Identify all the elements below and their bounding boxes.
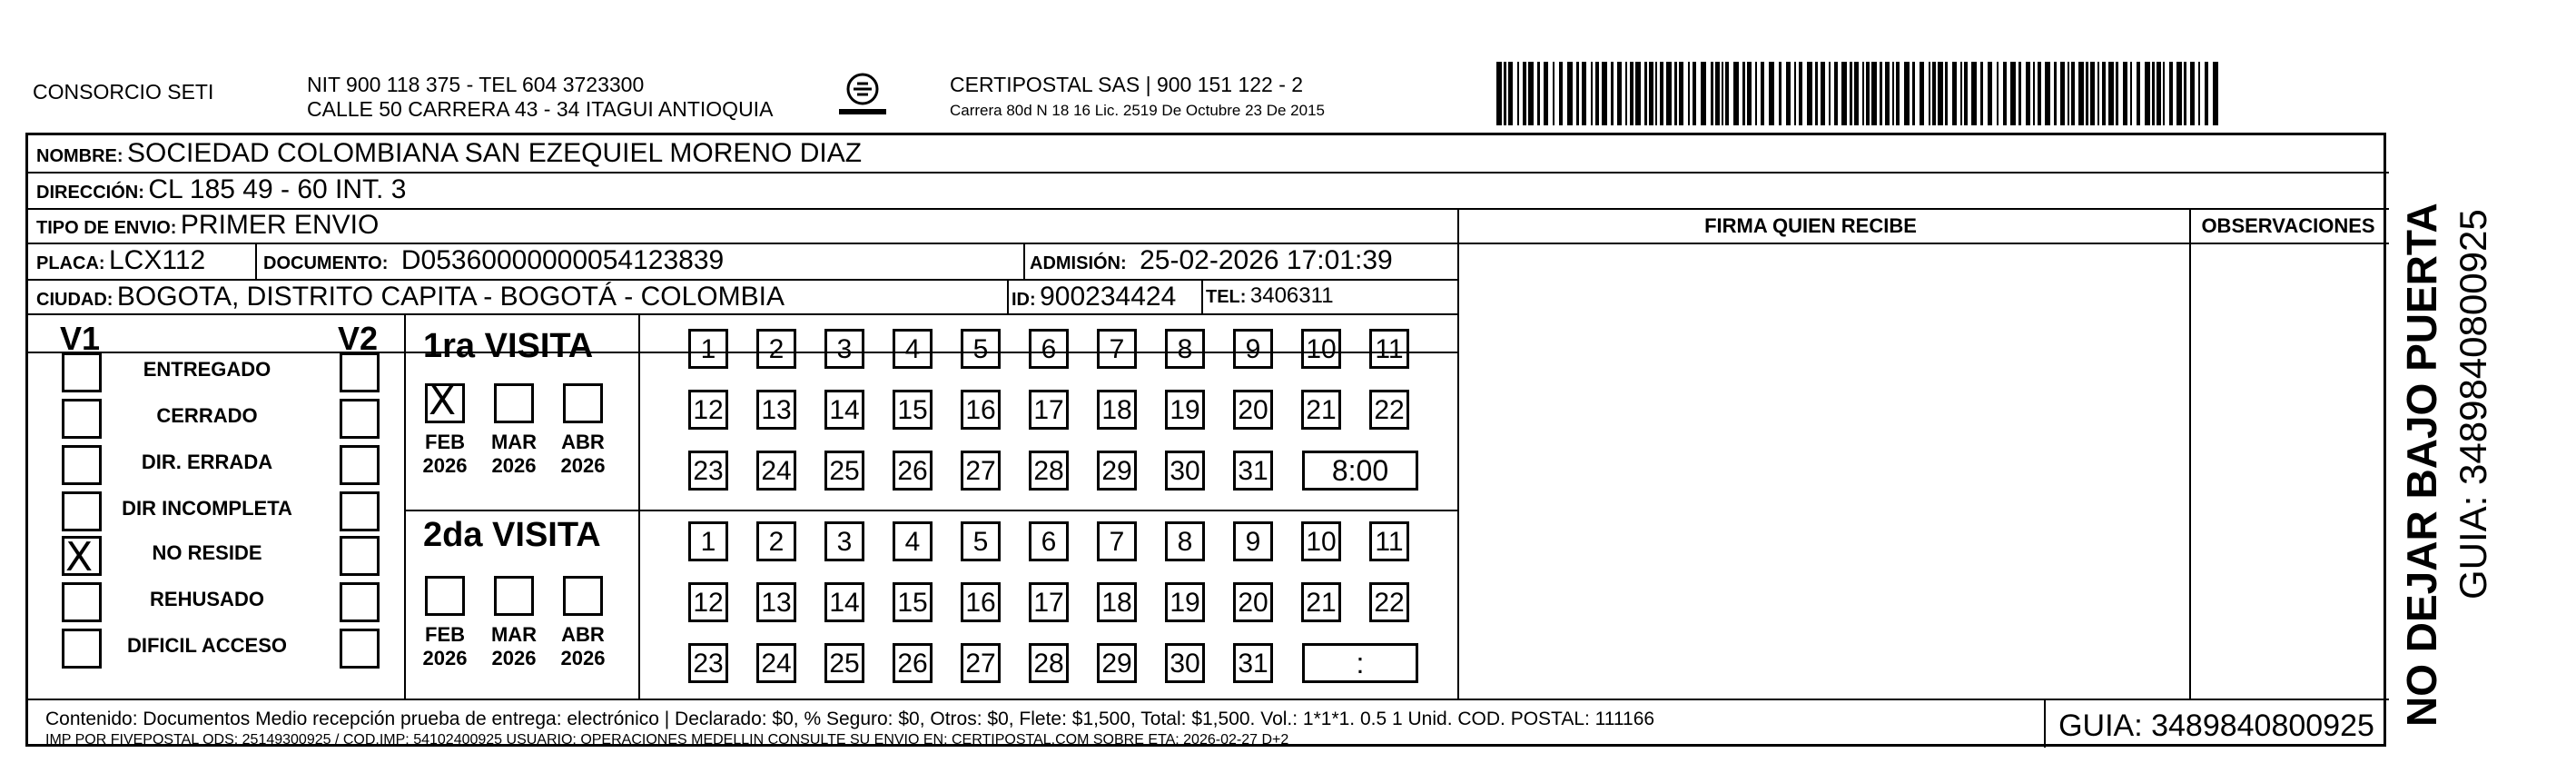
v1-checkbox[interactable] — [62, 352, 102, 392]
visita2-month-label — [418, 623, 472, 670]
address-line: CALLE 50 CARRERA 43 - 34 ITAGUI ANTIOQUIA — [307, 97, 774, 121]
id-field — [1012, 282, 1176, 312]
visita1-day-8[interactable]: 8 — [1165, 329, 1205, 369]
visita2-day-30[interactable]: 30 — [1165, 643, 1205, 683]
barcode-bar — [2176, 62, 2182, 125]
barcode-bar — [2038, 62, 2041, 125]
barcode-bar — [2157, 62, 2161, 125]
barcode-bar — [1496, 62, 1502, 125]
v2-checkbox[interactable] — [340, 582, 380, 622]
barcode-bar — [2205, 62, 2208, 125]
direccion-row — [36, 174, 406, 205]
visita1-day-24[interactable]: 24 — [756, 451, 796, 491]
visita1-month-mark: X — [429, 378, 457, 424]
barcode-bar — [1866, 62, 1870, 125]
barcode-bar — [1807, 62, 1812, 125]
visita1-time[interactable]: 8:00 — [1302, 451, 1418, 491]
status-option-label: DIR INCOMPLETA — [122, 497, 292, 520]
barcode-bar — [1595, 62, 1599, 125]
visita1-month-label — [418, 431, 472, 478]
barcode-bar — [2086, 62, 2088, 125]
barcode-bar — [1544, 62, 1548, 125]
direccion-value: CL 185 49 - 60 INT. 3 — [148, 174, 407, 204]
tipo-row — [36, 210, 379, 241]
barcode-bar — [2003, 62, 2007, 125]
visita2-day-22[interactable]: 22 — [1369, 582, 1409, 622]
barcode-bar — [1635, 62, 1641, 125]
visita2-day-21[interactable]: 21 — [1301, 582, 1341, 622]
barcode-bar — [1885, 62, 1890, 125]
visita2-day-7[interactable]: 7 — [1097, 521, 1137, 561]
visita1-day-14[interactable]: 14 — [824, 390, 864, 430]
barcode-bar — [2078, 62, 2084, 125]
visita1-day-6[interactable]: 6 — [1029, 329, 1069, 369]
admision-label: ADMISIÓN: — [1030, 253, 1127, 273]
barcode-bar — [1841, 62, 1847, 125]
admision-field — [1030, 245, 1393, 276]
nombre-value: SOCIEDAD COLOMBIANA SAN EZEQUIEL MORENO DIAZ — [127, 138, 863, 168]
tipo-value: PRIMER ENVIO — [180, 210, 380, 240]
barcode-bar — [1952, 62, 1957, 125]
barcode-bar — [2123, 62, 2127, 125]
visita2-day-17[interactable]: 17 — [1029, 582, 1069, 622]
barcode-bar — [1567, 62, 1573, 125]
v2-checkbox[interactable] — [340, 491, 380, 531]
barcode-bar — [2033, 62, 2035, 125]
barcode-bar — [2169, 62, 2173, 125]
visita2-day-27[interactable]: 27 — [961, 643, 1001, 683]
barcode-bar — [2213, 62, 2218, 125]
documento-field — [263, 245, 724, 276]
license-line: Carrera 80d N 18 16 Lic. 2519 De Octubre 23 De 2015 — [950, 102, 1325, 119]
ciudad-label: CIUDAD: — [36, 290, 114, 310]
barcode-bar — [1617, 62, 1622, 125]
barcode-bar — [1747, 62, 1752, 125]
status-option-label: CERRADO — [156, 404, 258, 427]
visita2-day-4[interactable]: 4 — [893, 521, 933, 561]
barcode-bar — [1929, 62, 1930, 125]
barcode-bar — [1517, 62, 1519, 125]
barcode-bar — [2137, 62, 2140, 125]
barcode-bar — [2130, 62, 2132, 125]
id-value: 900234424 — [1040, 282, 1177, 312]
barcode-bar — [1528, 62, 1534, 125]
visita1-month-year: 2026 — [422, 454, 468, 477]
visita1-title: 1ra VISITA — [423, 327, 594, 365]
status-option-label: REHUSADO — [150, 588, 264, 610]
barcode-bar — [1611, 62, 1614, 125]
guia-number: GUIA: 3489840800925 — [2058, 709, 2374, 743]
barcode-bar — [1591, 62, 1593, 125]
barcode-bar — [2097, 62, 2099, 125]
admision-value: 25-02-2026 17:01:39 — [1140, 245, 1393, 275]
barcode-bar — [1938, 62, 1943, 125]
v1-checkbox[interactable] — [62, 445, 102, 485]
status-option-label: NO RESIDE — [152, 541, 262, 564]
certipostal-line: CERTIPOSTAL SAS | 900 151 122 - 2 — [950, 73, 1304, 96]
visita2-day-29[interactable]: 29 — [1097, 643, 1137, 683]
visita1-day-7[interactable]: 7 — [1097, 329, 1137, 369]
barcode-bar — [1821, 62, 1825, 125]
barcode-bar — [1964, 62, 1968, 125]
visita2-month-name: MAR — [490, 623, 538, 646]
visita1-day-30[interactable]: 30 — [1165, 451, 1205, 491]
tipo-label: TIPO DE ENVIO: — [36, 218, 177, 238]
id-label: ID: — [1012, 290, 1036, 310]
barcode-bar — [2010, 62, 2016, 125]
imp-line: IMP POR FIVEPOSTAL ODS: 25149300925 / COD.IMP: 54102400925 USUARIO: OPERACIONES MEDELLIN CONSULTE SU ENVIO EN: CERTIPOSTAL.COM SOBRE ETA: 2026-02-27 D+2 — [45, 732, 1289, 748]
visita2-day-25[interactable]: 25 — [824, 643, 864, 683]
barcode-bar — [1644, 62, 1647, 125]
visita1-day-12[interactable]: 12 — [688, 390, 728, 430]
nit-line: NIT 900 118 375 - TEL 604 3723300 — [307, 73, 645, 96]
visita2-day-9[interactable]: 9 — [1233, 521, 1273, 561]
barcode-bar — [2071, 62, 2075, 125]
barcode-bar — [1674, 62, 1677, 125]
visita1-day-5[interactable]: 5 — [961, 329, 1001, 369]
barcode-bar — [1786, 62, 1791, 125]
visita2-title: 2da VISITA — [423, 516, 601, 554]
v2-header: V2 — [338, 320, 379, 357]
barcode-bar — [1932, 62, 1936, 125]
tel-field — [1206, 283, 1334, 309]
barcode-bar — [1871, 62, 1877, 125]
barcode-bar — [2045, 62, 2050, 125]
visita1-month-checkbox[interactable] — [494, 383, 534, 423]
v1-header: V1 — [60, 320, 101, 357]
barcode-bar — [2054, 62, 2057, 125]
visita2-time[interactable]: : — [1302, 643, 1418, 683]
visita1-day-15[interactable]: 15 — [893, 390, 933, 430]
no-dejar-bajo-puerta: NO DEJAR BAJO PUERTA — [2398, 203, 2445, 727]
visita2-day-19[interactable]: 19 — [1165, 582, 1205, 622]
tel-value: 3406311 — [1249, 283, 1334, 308]
tel-label: TEL: — [1206, 287, 1247, 307]
barcode-bar — [1761, 62, 1764, 125]
placa-field — [36, 245, 205, 276]
visita2-month-label — [556, 623, 610, 670]
visita1-day-10[interactable]: 10 — [1301, 329, 1341, 369]
barcode-bar — [2116, 62, 2118, 125]
barcode-bar — [1850, 62, 1852, 125]
visita1-month-year: 2026 — [491, 454, 537, 477]
visita1-month-label — [487, 431, 541, 478]
v2-checkbox[interactable] — [340, 445, 380, 485]
barcode-bar — [1892, 62, 1894, 125]
visita1-day-18[interactable]: 18 — [1097, 390, 1137, 430]
barcode-bar — [1945, 62, 1948, 125]
visita2-day-8[interactable]: 8 — [1165, 521, 1205, 561]
visita2-day-14[interactable]: 14 — [824, 582, 864, 622]
barcode-bar — [1508, 62, 1513, 125]
visita1-day-3[interactable]: 3 — [824, 329, 864, 369]
barcode-bar — [1693, 62, 1696, 125]
status-option-label: DIR. ERRADA — [141, 451, 273, 473]
barcode-bar — [1655, 62, 1657, 125]
barcode-bar — [1880, 62, 1882, 125]
visita2-day-18[interactable]: 18 — [1097, 582, 1137, 622]
visita2-day-12[interactable]: 12 — [688, 582, 728, 622]
barcode-bar — [1679, 62, 1683, 125]
company-name: CONSORCIO SETI — [33, 80, 214, 104]
visita1-month-label — [556, 431, 610, 478]
v1-checkbox[interactable] — [62, 399, 102, 439]
barcode-bar — [2102, 62, 2106, 125]
barcode — [1496, 62, 2223, 125]
visita2-day-23[interactable]: 23 — [688, 643, 728, 683]
visita2-day-31[interactable]: 31 — [1233, 643, 1273, 683]
documento-label: DOCUMENTO: — [263, 253, 389, 273]
visita2-day-10[interactable]: 10 — [1301, 521, 1341, 561]
barcode-bar — [1960, 62, 1962, 125]
visita1-day-22[interactable]: 22 — [1369, 390, 1409, 430]
visita2-day-13[interactable]: 13 — [756, 582, 796, 622]
visita2-day-16[interactable]: 16 — [961, 582, 1001, 622]
visita1-day-16[interactable]: 16 — [961, 390, 1001, 430]
v1-checkbox[interactable] — [62, 491, 102, 531]
placa-label: PLACA: — [36, 253, 105, 273]
visita1-day-19[interactable]: 19 — [1165, 390, 1205, 430]
barcode-bar — [2026, 62, 2030, 125]
nombre-row — [36, 138, 862, 169]
visita2-day-5[interactable]: 5 — [961, 521, 1001, 561]
barcode-bar — [1688, 62, 1690, 125]
barcode-bar — [1980, 62, 1983, 125]
status-option-label: DIFICIL ACCESO — [126, 634, 287, 657]
visita2-day-11[interactable]: 11 — [1369, 521, 1409, 561]
barcode-bar — [1988, 62, 1992, 125]
barcode-bar — [2090, 62, 2095, 125]
nombre-label: NOMBRE: — [36, 146, 123, 166]
barcode-bar — [2068, 62, 2069, 125]
barcode-bar — [1920, 62, 1924, 125]
barcode-bar — [1625, 62, 1627, 125]
ciudad-value: BOGOTA, DISTRITO CAPITA - BOGOTÁ - COLOMBIA — [116, 282, 785, 312]
direccion-label: DIRECCIÓN: — [36, 183, 144, 203]
visita1-day-2[interactable]: 2 — [756, 329, 796, 369]
visita1-day-17[interactable]: 17 — [1029, 390, 1069, 430]
placa-value: LCX112 — [109, 245, 206, 275]
barcode-bar — [1660, 62, 1663, 125]
certipostal-logo — [835, 71, 890, 120]
visita1-day-13[interactable]: 13 — [756, 390, 796, 430]
v2-checkbox[interactable] — [340, 629, 380, 669]
barcode-bar — [1997, 62, 1999, 125]
barcode-bar — [2108, 62, 2114, 125]
visita2-day-26[interactable]: 26 — [893, 643, 933, 683]
visita1-day-29[interactable]: 29 — [1097, 451, 1137, 491]
visita1-day-23[interactable]: 23 — [688, 451, 728, 491]
barcode-bar — [1725, 62, 1729, 125]
barcode-bar — [1794, 62, 1796, 125]
visita1-day-4[interactable]: 4 — [893, 329, 933, 369]
barcode-bar — [1912, 62, 1915, 125]
barcode-bar — [2060, 62, 2065, 125]
barcode-bar — [1733, 62, 1739, 125]
v2-checkbox[interactable] — [340, 399, 380, 439]
documento-value: D05360000000054123839 — [400, 245, 725, 275]
company-contact — [307, 73, 773, 122]
ciudad-field — [36, 282, 785, 312]
barcode-bar — [1715, 62, 1720, 125]
barcode-bar — [1602, 62, 1607, 125]
barcode-bar — [2145, 62, 2150, 125]
barcode-bar — [1779, 62, 1781, 125]
visita2-month-name: FEB — [425, 623, 465, 646]
visita2-month-year: 2026 — [422, 647, 468, 669]
barcode-bar — [1630, 62, 1633, 125]
barcode-bar — [1755, 62, 1757, 125]
visita1-day-27[interactable]: 27 — [961, 451, 1001, 491]
visita1-month-name: ABR — [561, 431, 605, 453]
barcode-bar — [2152, 62, 2155, 125]
barcode-bar — [1701, 62, 1706, 125]
barcode-bar — [1711, 62, 1713, 125]
barcode-bar — [2018, 62, 2021, 125]
visita2-day-15[interactable]: 15 — [893, 582, 933, 622]
visita1-month-name: FEB — [425, 431, 465, 453]
visita2-day-2[interactable]: 2 — [756, 521, 796, 561]
barcode-bar — [1576, 62, 1579, 125]
barcode-bar — [2184, 62, 2186, 125]
visita2-month-checkbox[interactable] — [425, 576, 465, 616]
barcode-bar — [2163, 62, 2165, 125]
barcode-bar — [1862, 62, 1864, 125]
visita1-month-name: MAR — [490, 431, 538, 453]
visita2-day-20[interactable]: 20 — [1233, 582, 1273, 622]
v2-checkbox[interactable] — [340, 352, 380, 392]
barcode-bar — [1971, 62, 1977, 125]
barcode-bar — [1769, 62, 1774, 125]
visita2-month-name: ABR — [561, 623, 605, 646]
v2-checkbox[interactable] — [340, 536, 380, 576]
visita1-day-25[interactable]: 25 — [824, 451, 864, 491]
visita2-month-year: 2026 — [491, 647, 537, 669]
visita2-month-year: 2026 — [560, 647, 606, 669]
observaciones-header: OBSERVACIONES — [2201, 214, 2375, 237]
barcode-bar — [1829, 62, 1831, 125]
visita2-month-checkbox[interactable] — [563, 576, 603, 616]
visita1-day-26[interactable]: 26 — [893, 451, 933, 491]
v1-checkbox[interactable] — [62, 582, 102, 622]
barcode-bar — [1553, 62, 1554, 125]
visita1-day-11[interactable]: 11 — [1369, 329, 1409, 369]
barcode-bar — [1523, 62, 1526, 125]
visita1-day-9[interactable]: 9 — [1233, 329, 1273, 369]
barcode-bar — [1559, 62, 1563, 125]
v1-checkbox[interactable] — [62, 629, 102, 669]
visita1-day-20[interactable]: 20 — [1233, 390, 1273, 430]
visita1-day-31[interactable]: 31 — [1233, 451, 1273, 491]
visita1-day-28[interactable]: 28 — [1029, 451, 1069, 491]
visita1-day-21[interactable]: 21 — [1301, 390, 1341, 430]
visita2-month-checkbox[interactable] — [494, 576, 534, 616]
visita1-day-1[interactable]: 1 — [688, 329, 728, 369]
visita2-day-24[interactable]: 24 — [756, 643, 796, 683]
side-guia: GUIA: 3489840800925 — [2452, 209, 2494, 600]
barcode-bar — [1896, 62, 1900, 125]
firma-header: FIRMA QUIEN RECIBE — [1704, 214, 1917, 237]
barcode-bar — [1904, 62, 1910, 125]
barcode-bar — [1649, 62, 1653, 125]
visita1-month-year: 2026 — [560, 454, 606, 477]
visita2-day-1[interactable]: 1 — [688, 521, 728, 561]
visita2-day-3[interactable]: 3 — [824, 521, 864, 561]
visita2-month-label — [487, 623, 541, 670]
visita1-month-checkbox[interactable] — [563, 383, 603, 423]
barcode-bar — [1504, 62, 1506, 125]
barcode-bar — [1854, 62, 1859, 125]
barcode-bar — [2190, 62, 2195, 125]
barcode-bar — [1537, 62, 1540, 125]
barcode-bar — [1582, 62, 1586, 125]
contenido-line: Contenido: Documentos Medio recepción prueba de entrega: electrónico | Declarado: $0, % Seguro: $0, Otros: $0, Flete: $1,500, Total: $1,500. Vol.: 1*1*1. 0.5 1 Unid. COD. POSTAL: 111166 — [45, 709, 1655, 729]
barcode-bar — [1666, 62, 1672, 125]
visita2-day-6[interactable]: 6 — [1029, 521, 1069, 561]
barcode-bar — [1722, 62, 1723, 125]
barcode-bar — [1742, 62, 1745, 125]
barcode-bar — [1815, 62, 1818, 125]
barcode-bar — [2198, 62, 2200, 125]
barcode-bar — [1834, 62, 1838, 125]
status-option-label: ENTREGADO — [143, 358, 271, 381]
barcode-bar — [1799, 62, 1802, 125]
visita2-day-28[interactable]: 28 — [1029, 643, 1069, 683]
v1-no-reside-mark: X — [65, 534, 94, 580]
